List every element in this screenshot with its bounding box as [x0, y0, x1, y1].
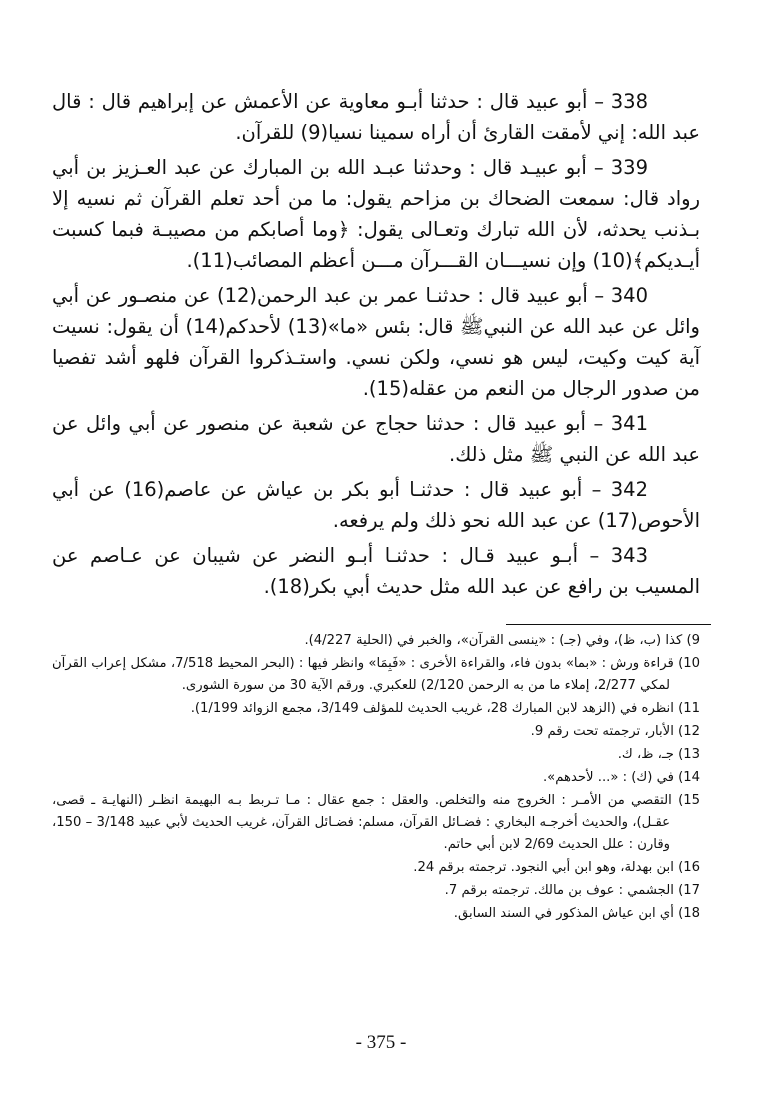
footnote-11: 11) انظره في (الزهد لابن المبارك 28، غريب الحديث للمؤلف 3/149، مجمع الزوائد 1/199). — [190, 701, 700, 716]
footnote-18: 18) أي ابن عياش المذكور في السند السابق. — [453, 906, 700, 921]
paragraph-338: 338 – أبو عبيد قال : حدثنا أبـو معاوية عن الأعمش عن إبراهيم قال : قال عبد الله: إني لأمقت القارئ أن أراه سمينا نسيا(9) للقرآن. — [52, 90, 700, 144]
page-number: - 375 - — [355, 1032, 407, 1053]
footnotes — [52, 630, 700, 926]
footnote-15: 15) التقصي من الأمـر : الخروج منه والتخلص. والعقل : جمع عقال : مـا تـربط بـه البهيمة انظـر (النهايـة ـ قصى، عقـل)، والحديث أخرجـه البخاري : فضـائل القرآن، مسلم: فضـائل القرآن، غريب الحديث لأبي عبيد 3/148 – 150، وقارن : علل الحديث 2/69 لابن أبي حاتم. — [52, 793, 700, 852]
paragraph-339: 339 – أبو عبيـد قال : وحدثنا عبـد الله بن المبارك عن عبد العـزيز بن أبي رواد قال: سمعت الضحاك بن مزاحم يقول: ما من أحد تعلم القرآن ثم نسيه إلا بـذنب يحدثه، لأن الله تبارك وتعـالى يقول: ﴿وما أصابكم من مصيبـة فبما كسبت أيـديكم﴾(10) وإن نسيـــان القـــرآن مـــن أعظم المصائب(11). — [52, 156, 700, 272]
footnote-9: 9) كذا (ب، ظ)، وفي (جـ) : «ينسى القرآن»، والخبر في (الحلية 4/227). — [304, 633, 700, 648]
footnote-14: 14) في (ك) : «... لأحدهم». — [542, 770, 700, 785]
footnote-12: 12) الأبار، ترجمته تحت رقم 9. — [530, 724, 700, 739]
footnote-separator — [506, 624, 711, 625]
footnote-13: 13) جـ، ظ، ك. — [617, 747, 700, 762]
footnote-16: 16) ابن بهدلة، وهو ابن أبي النجود. ترجمته برقم 24. — [413, 860, 700, 875]
paragraph-340: 340 – أبو عبيد قال : حدثنـا عمر بن عبد الرحمن(12) عن منصـور عن أبي وائل عن عبد الله عن النبيﷺ قال: بئس «ما»(13) لأحدكم(14) أن يقول: نسيت آية كيت وكيت، ليس هو نسي، ولكن نسي. واستـذكروا القرآن فلهو أشد تفصيا من صدور الرجال من النعم من عقله(15). — [52, 284, 700, 400]
footnote-10: 10) قراءة ورش : «بما» بدون فاء، والقراءة الأخرى : «فَبِمَا» وانظر فيها : (البحر المحيط 7/518، مشكل إعراب القرآن لمكي 2/277، إملاء ما من به الرحمن 2/120) للعكبري. ورقم الآية 30 من سورة الشورى. — [52, 656, 701, 693]
paragraph-343: 343 – أبـو عبيد قـال : حدثنـا أبـو النضر عن شيبان عن عـاصم عن المسيب بن رافع عن عبد الله مثل حديث أبي بكر(18). — [52, 544, 700, 598]
footnote-17: 17) الجشمي : عوف بن مالك. ترجمته برقم 7. — [444, 883, 700, 898]
main-text — [52, 86, 700, 606]
paragraph-342: 342 – أبو عبيد قال : حدثنـا أبو بكر بن عياش عن عاصم(16) عن أبي الأحوص(17) عن عبد الله نحو ذلك ولم يرفعه. — [52, 478, 700, 532]
paragraph-341: 341 – أبو عبيد قال : حدثنا حجاج عن شعبة عن منصور عن أبي وائل عن عبد الله عن النبي ﷺ مثل ذلك. — [52, 412, 700, 466]
